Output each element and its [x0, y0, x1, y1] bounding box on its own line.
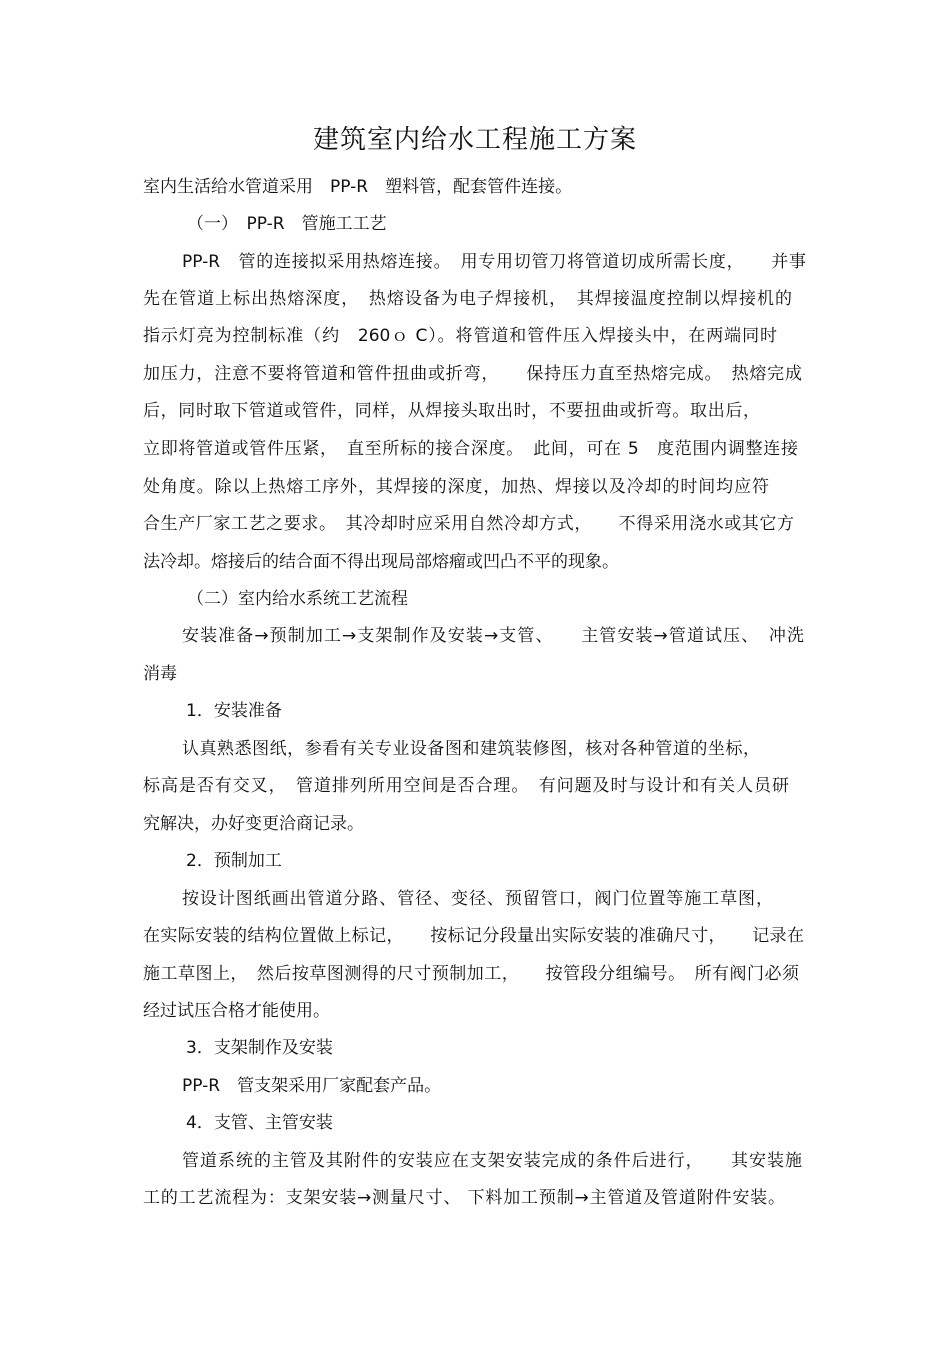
paragraph-line: 后，同时取下管道或管件，同样，从焊接头取出时，不要扭曲或折弯。取出后，: [143, 401, 760, 421]
paragraph-line: 施工草图上， 然后按草图测得的尺寸预制加工， 按管段分组编号。 所有阀门必须: [143, 964, 799, 984]
document-title: 建筑室内给水工程施工方案: [312, 125, 637, 155]
section-heading: （一） PP-R 管施工工艺: [187, 214, 387, 234]
paragraph-line: PP-R 管的连接拟采用热熔连接。 用专用切管刀将管道切成所需长度， 并事: [182, 252, 806, 272]
paragraph-line: 经过试压合格才能使用。: [143, 1001, 330, 1021]
paragraph-line: 安装准备→预制加工→支架制作及安装→支管、 主管安装→管道试压、 冲洗: [182, 626, 804, 646]
paragraph-line: 处角度。除以上热熔工序外，其焊接的深度，加热、焊接以及冷却的时间均应符: [143, 477, 769, 497]
subsection-heading: 4．支管、主管安装: [186, 1113, 333, 1133]
subsection-heading: 1．安装准备: [186, 701, 282, 721]
paragraph-line: 指示灯亮为控制标准（约 260ｏ C）。将管道和管件压入焊接头中，在两端同时: [143, 326, 777, 346]
paragraph-line: 究解决，办好变更洽商记录。: [143, 814, 364, 834]
paragraph-line: 工的工艺流程为：支架安装→测量尺寸、 下料加工预制→主管道及管道附件安装。: [143, 1188, 785, 1208]
paragraph-line: PP-R 管支架采用厂家配套产品。: [182, 1076, 442, 1096]
paragraph-line: 合生产厂家工艺之要求。 其冷却时应采用自然冷却方式， 不得采用浇水或其它方: [143, 514, 794, 534]
paragraph-line: 消毒: [143, 664, 177, 684]
paragraph-line: 标高是否有交叉， 管道排列所用空间是否合理。 有问题及时与设计和有关人员研: [143, 776, 789, 796]
subsection-heading: 3．支架制作及安装: [186, 1038, 333, 1058]
paragraph-line: 室内生活给水管道采用 PP-R 塑料管，配套管件连接。: [143, 177, 573, 197]
paragraph-line: 法冷却。熔接后的结合面不得出现局部熔瘤或凹凸不平的现象。: [143, 552, 619, 572]
subsection-heading: 2．预制加工: [186, 851, 282, 871]
paragraph-line: 加压力，注意不要将管道和管件扭曲或折弯， 保持压力直至热熔完成。 热熔完成: [143, 364, 802, 384]
paragraph-line: 按设计图纸画出管道分路、管径、变径、预留管口，阀门位置等施工草图，: [182, 889, 773, 909]
paragraph-line: 立即将管道或管件压紧， 直至所标的接合深度。 此间，可在 5 度范围内调整连接: [143, 439, 798, 459]
paragraph-line: 在实际安装的结构位置做上标记， 按标记分段量出实际安装的准确尺寸， 记录在: [143, 926, 804, 946]
section-heading: （二）室内给水系统工艺流程: [187, 589, 408, 609]
paragraph-line: 管道系统的主管及其附件的安装应在支架安装完成的条件后进行， 其安装施: [182, 1151, 802, 1171]
paragraph-line: 先在管道上标出热熔深度， 热熔设备为电子焊接机， 其焊接温度控制以焊接机的: [143, 289, 792, 309]
paragraph-line: 认真熟悉图纸，参看有关专业设备图和建筑装修图，核对各种管道的坐标，: [182, 739, 760, 759]
